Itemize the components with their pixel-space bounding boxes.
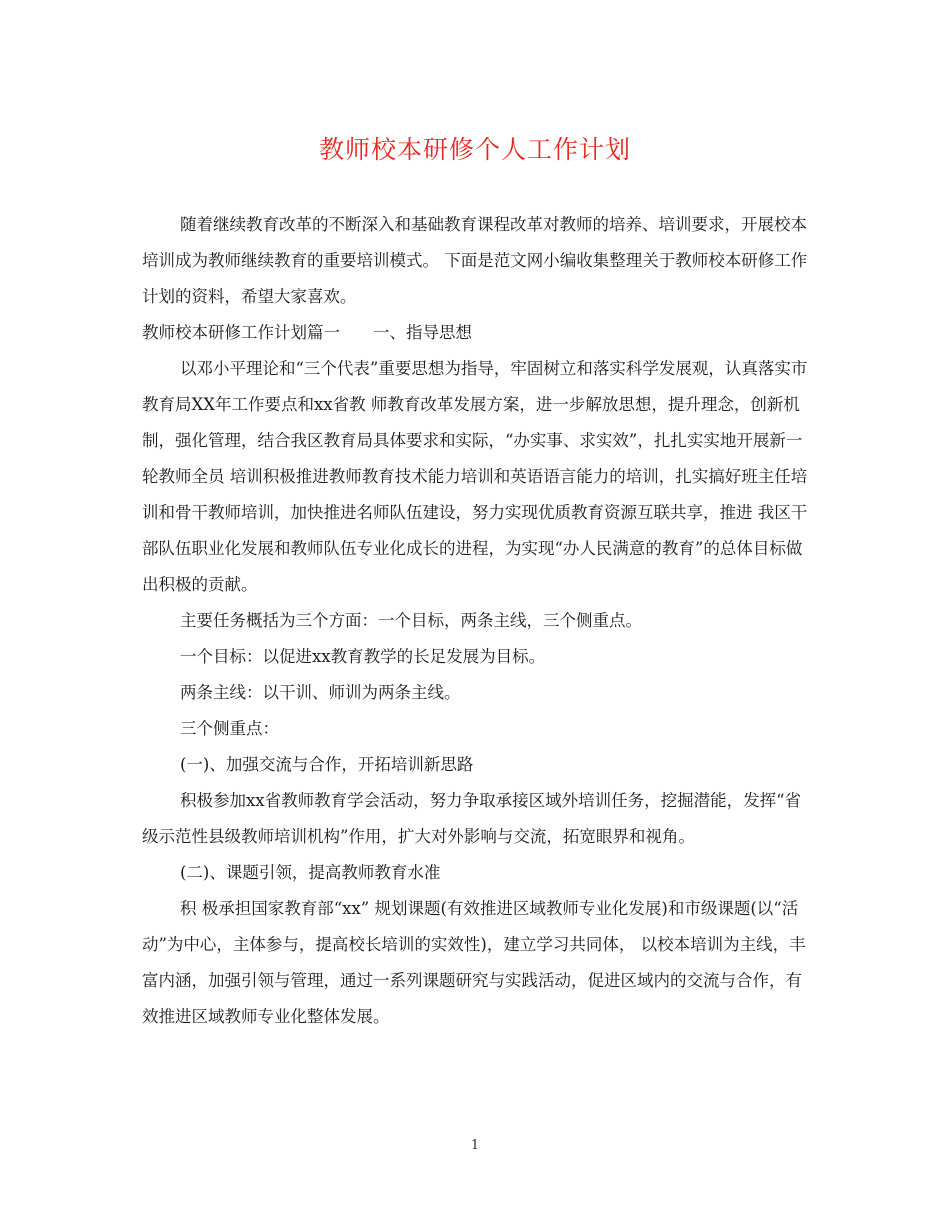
document-title: 教师校本研修个人工作计划: [318, 135, 631, 164]
paragraph-guiding-thought: 以邓小平理论和“三个代表”重要思想为指导，牢固树立和落实科学发展观，认真落实市教育局XX年工作要点和xx省教 师教育改革发展方案，进一步解放思想，提升理念，创新机制，强化管理，结合我区教育局具体要求和实际，“办实事、求实效”，扎扎实实地开展新一轮教师全员 培训积极推进教师教育技术能力培训和英语语言能力的培训，扎实搞好班主任培训和骨干教师培训，加快推进名师队伍建设，努力实现优质教育资源互联共享，推进 我区干部队伍职业化发展和教师队伍专业化成长的进程，为实现“办人民满意的教育”的总体目标做出积极的贡献。: [142, 359, 808, 594]
paragraph-three-focus: 三个侧重点：: [180, 719, 279, 738]
paragraph-intro: 随着继续教育改革的不断深入和基础教育课程改革对教师的培养、培训要求，开展校本培训成为教师继续教育的重要培训模式。 下面是范文网小编收集整理关于教师校本研修工作计划的资料，希望大家喜欢。: [142, 215, 808, 306]
paragraph-main-tasks: 主要任务概括为三个方面：一个目标，两条主线，三个侧重点。: [180, 611, 642, 630]
paragraph-research: 积 极承担国家教育部“xx” 规划课题(有效推进区域教师专业化发展)和市级课题(以“活动”为中心，主体参与，提高校长培训的实效性)，建立学习共同体， 以校本培训为主线，丰富内涵，加强引领与管理，通过一系列课题研究与实践活动，促进区域内的交流与合作，有效推进区域教师专业化整体发展。: [142, 899, 806, 1026]
page-number: 1: [470, 1138, 480, 1153]
subheading-two: (二)、课题引领，提高教师教育水准: [180, 863, 441, 882]
paragraph-two-lines: 两条主线：以干训、师训为两条主线。: [180, 683, 461, 702]
paragraph-exchange: 积极参加xx省教师教育学会活动，努力争取承接区域外培训任务，挖掘潜能，发挥“省级示范性县级教师培训机构”作用，扩大对外影响与交流，拓宽眼界和视角。: [142, 791, 802, 846]
subheading-one: (一)、加强交流与合作，开拓培训新思路: [180, 755, 474, 774]
document-body: [142, 207, 810, 1035]
section-heading: 教师校本研修工作计划篇一 一、指导思想: [142, 323, 472, 342]
paragraph-one-goal: 一个目标：以促进xx教育教学的长足发展为目标。: [180, 647, 546, 666]
